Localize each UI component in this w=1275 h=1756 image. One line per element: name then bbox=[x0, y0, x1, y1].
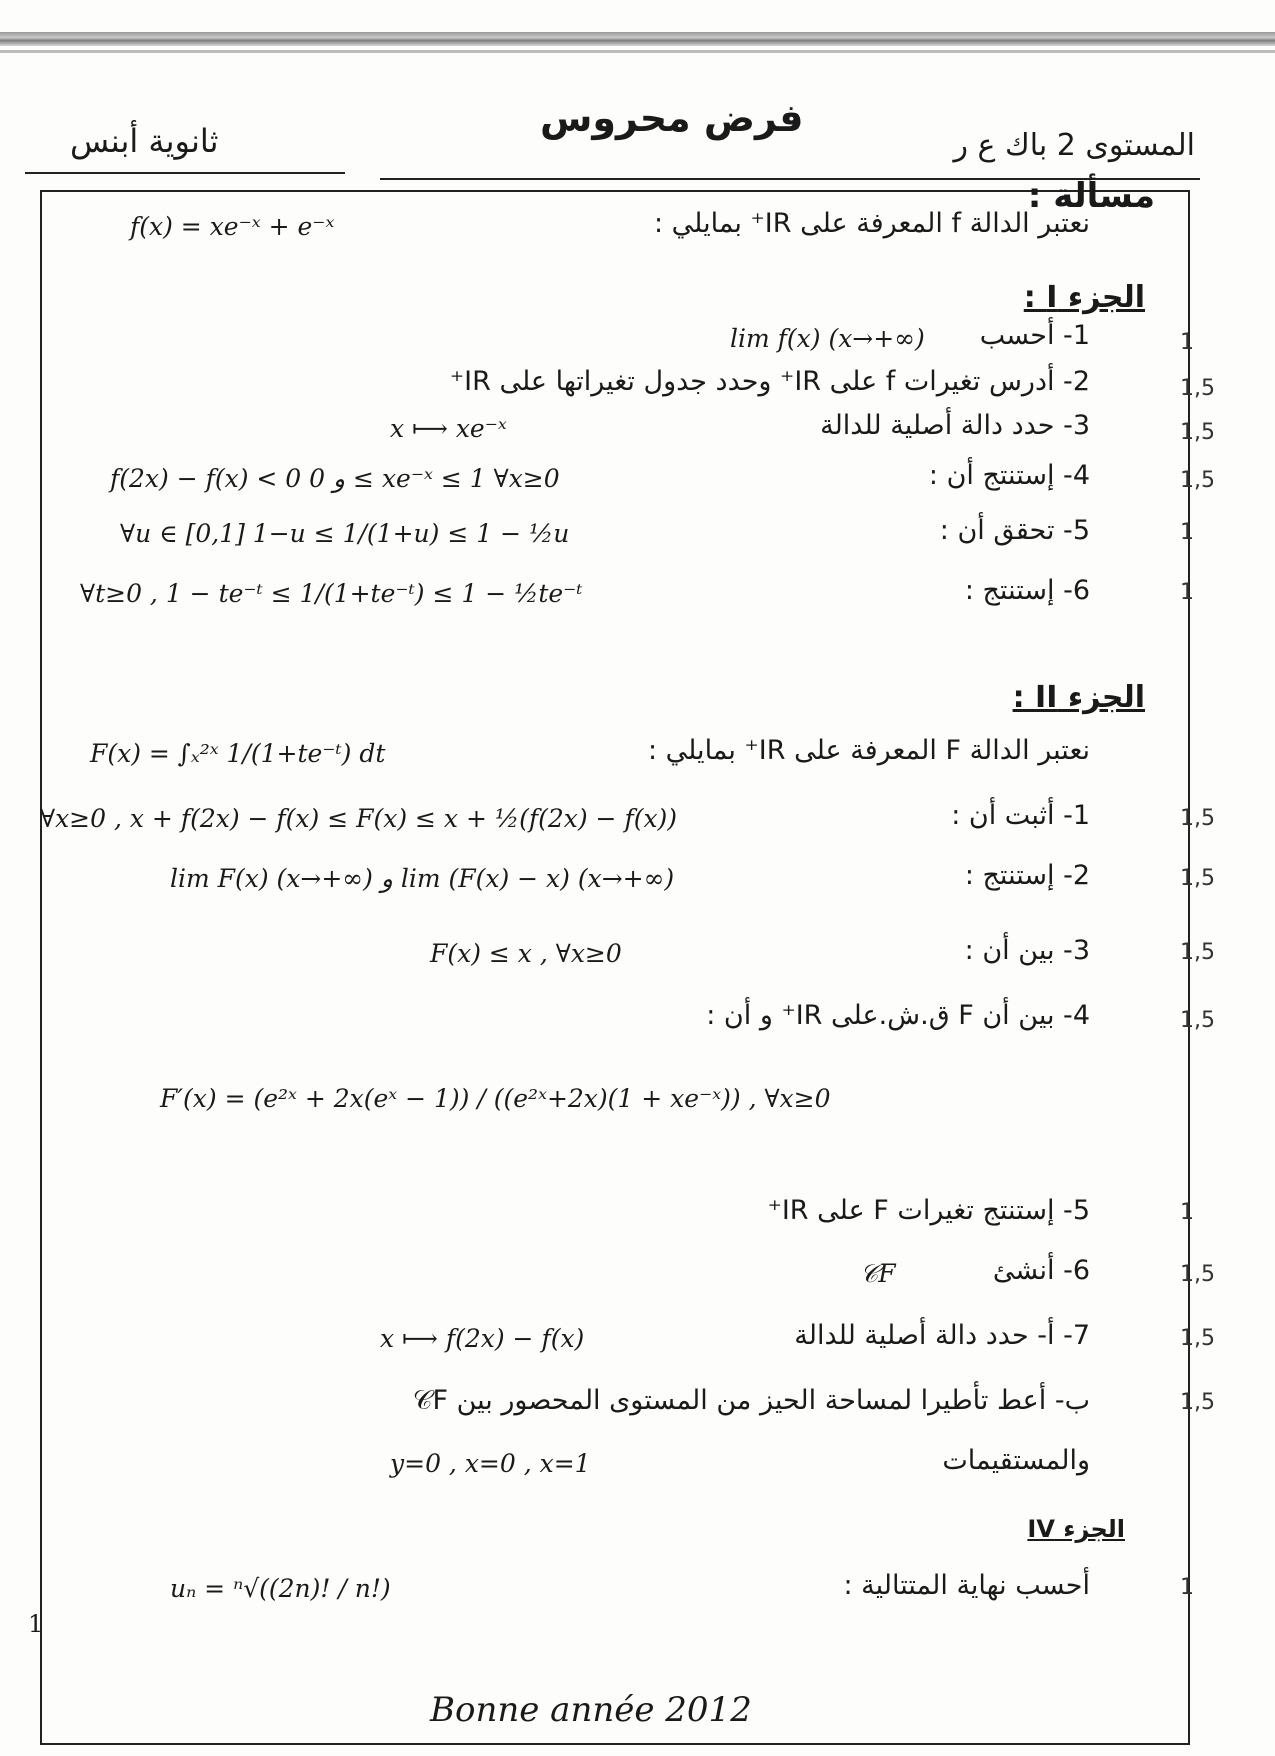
item-text: 5- تحقق أن : bbox=[939, 515, 1090, 546]
item-text: 2- أدرس تغيرات f على IR⁺ وحدد جدول تغيراتها على IR⁺ bbox=[449, 366, 1090, 397]
part2-item-6 bbox=[60, 1255, 1120, 1309]
item-math: ∀x≥0 , x + f(2x) − f(x) ≤ F(x) ≤ x + ½(f(2x) − f(x)) bbox=[40, 804, 678, 833]
item-text: والمستقيمات bbox=[942, 1445, 1090, 1476]
scan-edge-line bbox=[0, 50, 1275, 53]
item-text: 6- إستنتج : bbox=[964, 575, 1090, 606]
part2-intro-formula: F(x) = ∫ₓ²ˣ 1/(1+te⁻ᵗ) dt bbox=[90, 739, 386, 768]
item-math: F′(x) = (e²ˣ + 2x(eˣ − 1)) / ((e²ˣ+2x)(1 + xe⁻ˣ)) , ∀x≥0 bbox=[160, 1084, 831, 1113]
part1-item-5 bbox=[60, 515, 1120, 569]
item-text: 2- إستنتج : bbox=[964, 860, 1090, 891]
part2-intro-text: نعتبر الدالة F المعرفة على IR⁺ بمايلي : bbox=[647, 735, 1090, 766]
problem-intro bbox=[60, 208, 1120, 262]
score-6: 1 bbox=[1180, 580, 1194, 605]
item-text: 4- إستنتج أن : bbox=[928, 460, 1090, 491]
item-text: 1- أحسب bbox=[979, 320, 1090, 351]
part2-item-7b-lines bbox=[60, 1445, 1120, 1499]
problem-intro-text: نعتبر الدالة f المعرفة على IR⁺ بمايلي : bbox=[653, 208, 1090, 239]
part2-item-4 bbox=[60, 1000, 1120, 1054]
item-text: 7- أ- حدد دالة أصلية للدالة bbox=[794, 1320, 1090, 1351]
item-math: f(2x) − f(x) < 0 و 0 ≤ xe⁻ˣ ≤ 1 ∀x≥0 bbox=[110, 464, 560, 493]
item-math: x ⟼ xe⁻ˣ bbox=[390, 414, 507, 443]
score-7: 1,5 bbox=[1180, 806, 1215, 831]
problem-intro-formula: f(x) = xe⁻ˣ + e⁻ˣ bbox=[130, 212, 335, 241]
score-3: 1,5 bbox=[1180, 420, 1215, 445]
item-text: ب- أعط تأطيرا لمساحة الحيز من المستوى المحصور بين 𝒞F bbox=[412, 1385, 1090, 1416]
part2-item-4-formula bbox=[60, 1080, 1120, 1134]
part1-title: الجزء I : bbox=[1023, 280, 1145, 315]
part4-title: الجزء IV bbox=[1027, 1515, 1125, 1543]
page-number: 1 bbox=[28, 1610, 44, 1638]
part2-title: الجزء II : bbox=[1012, 680, 1145, 715]
item-math: ∀t≥0 , 1 − te⁻ᵗ ≤ 1/(1+te⁻ᵗ) ≤ 1 − ½te⁻ᵗ bbox=[80, 579, 583, 608]
item-text: 5- إستنتج تغيرات F على IR⁺ bbox=[767, 1195, 1090, 1226]
item-math: y=0 , x=0 , x=1 bbox=[390, 1449, 591, 1478]
part2-intro bbox=[60, 735, 1120, 789]
score-1: 1 bbox=[1180, 330, 1194, 355]
score-2: 1,5 bbox=[1180, 376, 1215, 401]
item-text: 6- أنشئ bbox=[992, 1255, 1090, 1286]
problem-heading: مسألة : bbox=[1027, 176, 1155, 216]
score-5: 1 bbox=[1180, 520, 1194, 545]
score-13: 1,5 bbox=[1180, 1326, 1215, 1351]
class-level: المستوى 2 باك ع ر bbox=[953, 128, 1195, 163]
exam-title: فرض محروس bbox=[540, 96, 804, 140]
part2-item-7b bbox=[60, 1385, 1120, 1439]
score-8: 1,5 bbox=[1180, 866, 1215, 891]
item-math: uₙ = ⁿ√((2n)! / n!) bbox=[170, 1574, 391, 1603]
item-math: x ⟼ f(2x) − f(x) bbox=[380, 1324, 585, 1353]
item-text: أحسب نهاية المتتالية : bbox=[843, 1570, 1090, 1601]
part1-item-3 bbox=[60, 410, 1120, 464]
part4-item bbox=[60, 1570, 1120, 1624]
score-9: 1,5 bbox=[1180, 940, 1215, 965]
item-text: 3- بين أن : bbox=[964, 935, 1090, 966]
footer-greeting: Bonne année 2012 bbox=[430, 1690, 752, 1730]
score-15: 1 bbox=[1180, 1575, 1194, 1600]
item-math: lim f(x) (x→+∞) bbox=[730, 324, 925, 353]
part2-item-3 bbox=[60, 935, 1120, 989]
part2-item-2 bbox=[60, 860, 1120, 914]
item-text: 1- أثبت أن : bbox=[951, 800, 1090, 831]
score-4: 1,5 bbox=[1180, 468, 1215, 493]
item-math: F(x) ≤ x , ∀x≥0 bbox=[430, 939, 622, 968]
part2-item-1 bbox=[40, 800, 1120, 854]
school-name: ثانوية أبنس bbox=[70, 122, 219, 160]
item-math: lim F(x) (x→+∞) و lim (F(x) − x) (x→+∞) bbox=[170, 864, 675, 893]
score-14: 1,5 bbox=[1180, 1390, 1215, 1415]
item-math: 𝒞F bbox=[860, 1259, 896, 1288]
item-text: 4- بين أن F ق.ش.على IR⁺ و أن : bbox=[706, 1000, 1090, 1031]
score-12: 1,5 bbox=[1180, 1262, 1215, 1287]
school-underline bbox=[25, 172, 345, 174]
score-11: 1 bbox=[1180, 1200, 1194, 1225]
item-text: 3- حدد دالة أصلية للدالة bbox=[820, 410, 1090, 441]
part2-item-7a bbox=[60, 1320, 1120, 1374]
item-math: ∀u ∈ [0,1] 1−u ≤ 1/(1+u) ≤ 1 − ½u bbox=[120, 519, 570, 548]
part1-item-6 bbox=[60, 575, 1120, 629]
scan-edge bbox=[0, 32, 1275, 46]
score-10: 1,5 bbox=[1180, 1008, 1215, 1033]
part1-item-4 bbox=[60, 460, 1120, 514]
part2-item-5 bbox=[60, 1195, 1120, 1249]
